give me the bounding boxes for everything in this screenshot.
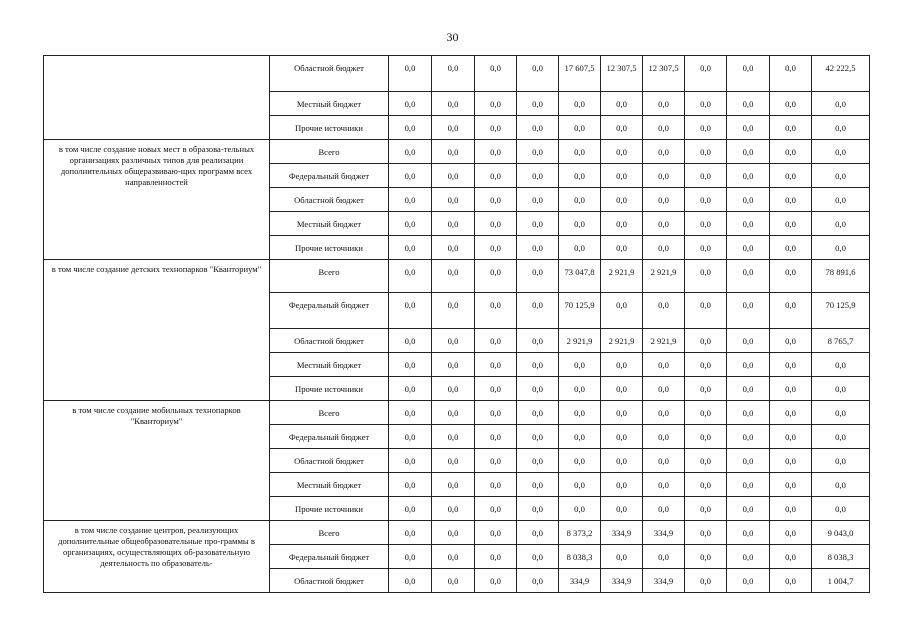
value-cell: 0,0 — [475, 545, 517, 569]
value-cell: 0,0 — [559, 377, 601, 401]
value-cell: 0,0 — [517, 236, 559, 260]
value-cell: 0,0 — [770, 164, 812, 188]
value-cell: 0,0 — [432, 521, 475, 545]
value-cell: 0,0 — [475, 164, 517, 188]
value-cell: 73 047,8 — [559, 260, 601, 293]
table-row — [44, 260, 870, 293]
value-cell: 0,0 — [475, 56, 517, 92]
value-cell: 0,0 — [770, 425, 812, 449]
funding-source: Местный бюджет — [270, 212, 389, 236]
value-cell: 0,0 — [601, 188, 643, 212]
value-cell: 0,0 — [685, 236, 727, 260]
row-description: в том числе создание детских технопарков "Кванториум" — [44, 260, 270, 401]
value-cell: 0,0 — [770, 545, 812, 569]
total-cell: 0,0 — [812, 140, 870, 164]
value-cell: 0,0 — [685, 473, 727, 497]
value-cell: 0,0 — [517, 473, 559, 497]
funding-source: Всего — [270, 140, 389, 164]
value-cell: 0,0 — [432, 497, 475, 521]
total-cell: 1 004,7 — [812, 569, 870, 593]
value-cell: 0,0 — [559, 116, 601, 140]
value-cell: 0,0 — [475, 188, 517, 212]
value-cell: 0,0 — [389, 116, 432, 140]
total-cell: 0,0 — [812, 164, 870, 188]
value-cell: 0,0 — [517, 425, 559, 449]
table-row — [44, 521, 870, 545]
value-cell: 0,0 — [601, 164, 643, 188]
value-cell: 334,9 — [601, 521, 643, 545]
total-cell: 42 222,5 — [812, 56, 870, 92]
value-cell: 0,0 — [727, 545, 770, 569]
value-cell: 0,0 — [517, 545, 559, 569]
total-cell: 0,0 — [812, 401, 870, 425]
value-cell: 0,0 — [432, 473, 475, 497]
value-cell: 0,0 — [475, 449, 517, 473]
value-cell: 0,0 — [389, 140, 432, 164]
value-cell: 0,0 — [432, 140, 475, 164]
value-cell: 0,0 — [601, 545, 643, 569]
value-cell: 17 607,5 — [559, 56, 601, 92]
value-cell: 0,0 — [559, 140, 601, 164]
value-cell: 0,0 — [517, 521, 559, 545]
value-cell: 0,0 — [517, 260, 559, 293]
value-cell: 0,0 — [475, 377, 517, 401]
total-cell: 70 125,9 — [812, 293, 870, 329]
value-cell: 0,0 — [685, 377, 727, 401]
value-cell: 0,0 — [727, 569, 770, 593]
value-cell: 0,0 — [643, 377, 685, 401]
value-cell: 0,0 — [475, 293, 517, 329]
value-cell: 0,0 — [727, 449, 770, 473]
value-cell: 0,0 — [475, 521, 517, 545]
value-cell: 0,0 — [643, 545, 685, 569]
table-body — [44, 56, 870, 593]
value-cell: 0,0 — [685, 56, 727, 92]
value-cell: 0,0 — [601, 140, 643, 164]
value-cell: 0,0 — [601, 236, 643, 260]
value-cell: 0,0 — [770, 353, 812, 377]
value-cell: 0,0 — [432, 425, 475, 449]
value-cell: 0,0 — [770, 212, 812, 236]
value-cell: 0,0 — [770, 521, 812, 545]
total-cell: 0,0 — [812, 449, 870, 473]
value-cell: 0,0 — [432, 449, 475, 473]
value-cell: 8 373,2 — [559, 521, 601, 545]
value-cell: 0,0 — [685, 497, 727, 521]
value-cell: 0,0 — [475, 401, 517, 425]
value-cell: 0,0 — [643, 92, 685, 116]
value-cell: 0,0 — [389, 92, 432, 116]
table-row — [44, 401, 870, 425]
funding-source: Областной бюджет — [270, 329, 389, 353]
value-cell: 0,0 — [389, 449, 432, 473]
value-cell: 0,0 — [727, 377, 770, 401]
value-cell: 0,0 — [475, 497, 517, 521]
value-cell: 0,0 — [601, 473, 643, 497]
value-cell: 0,0 — [727, 140, 770, 164]
value-cell: 0,0 — [770, 473, 812, 497]
value-cell: 0,0 — [685, 353, 727, 377]
value-cell: 0,0 — [432, 116, 475, 140]
value-cell: 0,0 — [389, 377, 432, 401]
value-cell: 0,0 — [770, 260, 812, 293]
total-cell: 0,0 — [812, 353, 870, 377]
value-cell: 0,0 — [517, 92, 559, 116]
value-cell: 0,0 — [432, 329, 475, 353]
funding-source: Федеральный бюджет — [270, 293, 389, 329]
value-cell: 0,0 — [770, 293, 812, 329]
value-cell: 12 307,5 — [601, 56, 643, 92]
value-cell: 2 921,9 — [643, 329, 685, 353]
value-cell: 0,0 — [727, 521, 770, 545]
value-cell: 0,0 — [685, 212, 727, 236]
value-cell: 0,0 — [475, 329, 517, 353]
value-cell: 0,0 — [559, 401, 601, 425]
value-cell: 0,0 — [770, 329, 812, 353]
value-cell: 0,0 — [475, 140, 517, 164]
total-cell: 0,0 — [812, 236, 870, 260]
funding-source: Областной бюджет — [270, 56, 389, 92]
value-cell: 0,0 — [559, 164, 601, 188]
value-cell: 0,0 — [389, 545, 432, 569]
value-cell: 0,0 — [727, 92, 770, 116]
value-cell: 0,0 — [727, 116, 770, 140]
value-cell: 0,0 — [517, 212, 559, 236]
value-cell: 0,0 — [432, 188, 475, 212]
value-cell: 0,0 — [685, 449, 727, 473]
value-cell: 0,0 — [517, 293, 559, 329]
table-row — [44, 140, 870, 164]
funding-source: Областной бюджет — [270, 449, 389, 473]
value-cell: 0,0 — [643, 188, 685, 212]
value-cell: 0,0 — [389, 425, 432, 449]
value-cell: 0,0 — [432, 164, 475, 188]
value-cell: 0,0 — [643, 140, 685, 164]
value-cell: 0,0 — [643, 497, 685, 521]
funding-source: Федеральный бюджет — [270, 164, 389, 188]
value-cell: 0,0 — [685, 164, 727, 188]
value-cell: 0,0 — [601, 353, 643, 377]
value-cell: 0,0 — [685, 521, 727, 545]
value-cell: 0,0 — [770, 377, 812, 401]
value-cell: 0,0 — [475, 425, 517, 449]
row-description: в том числе создание центров, реализующих дополнительные общеобразовательные про-граммы в организациях, осуществляющих об-разовательную деятельность по образователь- — [44, 521, 270, 593]
page-number: 30 — [446, 30, 459, 44]
value-cell: 0,0 — [685, 545, 727, 569]
value-cell: 0,0 — [601, 377, 643, 401]
value-cell: 0,0 — [727, 56, 770, 92]
value-cell: 0,0 — [432, 92, 475, 116]
value-cell: 0,0 — [601, 425, 643, 449]
value-cell: 8 038,3 — [559, 545, 601, 569]
total-cell: 0,0 — [812, 425, 870, 449]
value-cell: 0,0 — [517, 401, 559, 425]
value-cell: 0,0 — [432, 569, 475, 593]
value-cell: 0,0 — [727, 401, 770, 425]
value-cell: 0,0 — [685, 569, 727, 593]
value-cell: 0,0 — [643, 293, 685, 329]
value-cell: 0,0 — [517, 497, 559, 521]
value-cell: 0,0 — [770, 236, 812, 260]
value-cell: 0,0 — [389, 260, 432, 293]
value-cell: 0,0 — [517, 140, 559, 164]
funding-source: Прочие источники — [270, 116, 389, 140]
value-cell: 0,0 — [432, 545, 475, 569]
value-cell: 0,0 — [601, 449, 643, 473]
value-cell: 0,0 — [770, 56, 812, 92]
total-cell: 0,0 — [812, 377, 870, 401]
funding-source: Всего — [270, 521, 389, 545]
value-cell: 0,0 — [559, 353, 601, 377]
value-cell: 0,0 — [727, 353, 770, 377]
value-cell: 0,0 — [432, 212, 475, 236]
funding-source: Прочие источники — [270, 497, 389, 521]
value-cell: 2 921,9 — [643, 260, 685, 293]
value-cell: 0,0 — [770, 140, 812, 164]
value-cell: 0,0 — [601, 293, 643, 329]
total-cell: 0,0 — [812, 212, 870, 236]
value-cell: 0,0 — [389, 236, 432, 260]
value-cell: 0,0 — [559, 473, 601, 497]
value-cell: 334,9 — [559, 569, 601, 593]
value-cell: 0,0 — [389, 293, 432, 329]
value-cell: 0,0 — [727, 260, 770, 293]
value-cell: 0,0 — [770, 569, 812, 593]
value-cell: 0,0 — [685, 188, 727, 212]
value-cell: 0,0 — [685, 401, 727, 425]
value-cell: 0,0 — [559, 92, 601, 116]
value-cell: 0,0 — [475, 212, 517, 236]
value-cell: 0,0 — [685, 425, 727, 449]
value-cell: 0,0 — [389, 521, 432, 545]
value-cell: 0,0 — [517, 329, 559, 353]
value-cell: 0,0 — [770, 92, 812, 116]
value-cell: 0,0 — [389, 164, 432, 188]
value-cell: 0,0 — [559, 236, 601, 260]
funding-source: Местный бюджет — [270, 353, 389, 377]
value-cell: 0,0 — [643, 473, 685, 497]
value-cell: 0,0 — [770, 401, 812, 425]
value-cell: 0,0 — [517, 188, 559, 212]
value-cell: 0,0 — [475, 569, 517, 593]
value-cell: 0,0 — [643, 236, 685, 260]
value-cell: 0,0 — [601, 92, 643, 116]
total-cell: 0,0 — [812, 116, 870, 140]
value-cell: 0,0 — [517, 116, 559, 140]
value-cell: 0,0 — [389, 212, 432, 236]
value-cell: 0,0 — [517, 164, 559, 188]
value-cell: 0,0 — [643, 401, 685, 425]
value-cell: 0,0 — [432, 260, 475, 293]
value-cell: 0,0 — [389, 353, 432, 377]
value-cell: 0,0 — [389, 329, 432, 353]
total-cell: 78 891,6 — [812, 260, 870, 293]
value-cell: 0,0 — [389, 188, 432, 212]
value-cell: 0,0 — [432, 56, 475, 92]
value-cell: 0,0 — [389, 569, 432, 593]
value-cell: 0,0 — [475, 353, 517, 377]
value-cell: 0,0 — [475, 473, 517, 497]
value-cell: 0,0 — [643, 353, 685, 377]
value-cell: 0,0 — [517, 56, 559, 92]
value-cell: 0,0 — [559, 425, 601, 449]
value-cell: 0,0 — [727, 236, 770, 260]
value-cell: 0,0 — [559, 497, 601, 521]
value-cell: 0,0 — [475, 260, 517, 293]
value-cell: 0,0 — [559, 212, 601, 236]
value-cell: 0,0 — [517, 377, 559, 401]
value-cell: 0,0 — [517, 449, 559, 473]
funding-source: Прочие источники — [270, 377, 389, 401]
funding-source: Областной бюджет — [270, 188, 389, 212]
total-cell: 0,0 — [812, 473, 870, 497]
value-cell: 0,0 — [727, 329, 770, 353]
value-cell: 0,0 — [685, 293, 727, 329]
value-cell: 0,0 — [727, 425, 770, 449]
value-cell: 0,0 — [432, 293, 475, 329]
value-cell: 0,0 — [601, 401, 643, 425]
value-cell: 0,0 — [517, 569, 559, 593]
value-cell: 0,0 — [727, 164, 770, 188]
value-cell: 0,0 — [475, 92, 517, 116]
funding-source: Федеральный бюджет — [270, 545, 389, 569]
value-cell: 0,0 — [727, 212, 770, 236]
value-cell: 12 307,5 — [643, 56, 685, 92]
total-cell: 0,0 — [812, 92, 870, 116]
value-cell: 0,0 — [643, 425, 685, 449]
total-cell: 8 038,3 — [812, 545, 870, 569]
row-description: в том числе создание мобильных технопарков "Кванториум" — [44, 401, 270, 521]
value-cell: 0,0 — [432, 377, 475, 401]
value-cell: 2 921,9 — [601, 329, 643, 353]
funding-source: Всего — [270, 260, 389, 293]
total-cell: 9 043,0 — [812, 521, 870, 545]
value-cell: 0,0 — [770, 188, 812, 212]
value-cell: 0,0 — [432, 236, 475, 260]
value-cell: 0,0 — [685, 92, 727, 116]
funding-source: Местный бюджет — [270, 473, 389, 497]
value-cell: 0,0 — [601, 212, 643, 236]
value-cell: 0,0 — [643, 212, 685, 236]
value-cell: 0,0 — [727, 188, 770, 212]
row-description: в том числе создание новых мест в образова-тельных организациях различных типов для реализации дополнительных общеразвиваю-щих программ всех направленностей — [44, 140, 270, 260]
total-cell: 0,0 — [812, 188, 870, 212]
total-cell: 0,0 — [812, 497, 870, 521]
value-cell: 0,0 — [727, 293, 770, 329]
value-cell: 0,0 — [601, 116, 643, 140]
value-cell: 0,0 — [389, 473, 432, 497]
table-row — [44, 56, 870, 92]
value-cell: 0,0 — [643, 449, 685, 473]
value-cell: 0,0 — [475, 116, 517, 140]
value-cell: 0,0 — [685, 116, 727, 140]
value-cell: 0,0 — [559, 449, 601, 473]
row-description — [44, 56, 270, 140]
value-cell: 0,0 — [727, 473, 770, 497]
value-cell: 0,0 — [389, 401, 432, 425]
value-cell: 0,0 — [770, 497, 812, 521]
value-cell: 0,0 — [432, 353, 475, 377]
value-cell: 0,0 — [517, 353, 559, 377]
funding-source: Прочие источники — [270, 236, 389, 260]
value-cell: 0,0 — [770, 449, 812, 473]
value-cell: 334,9 — [601, 569, 643, 593]
value-cell: 0,0 — [643, 164, 685, 188]
value-cell: 0,0 — [685, 140, 727, 164]
value-cell: 0,0 — [601, 497, 643, 521]
funding-source: Местный бюджет — [270, 92, 389, 116]
value-cell: 70 125,9 — [559, 293, 601, 329]
value-cell: 334,9 — [643, 521, 685, 545]
value-cell: 0,0 — [685, 260, 727, 293]
value-cell: 0,0 — [475, 236, 517, 260]
value-cell: 0,0 — [432, 401, 475, 425]
value-cell: 2 921,9 — [559, 329, 601, 353]
value-cell: 0,0 — [727, 497, 770, 521]
value-cell: 0,0 — [770, 116, 812, 140]
value-cell: 0,0 — [559, 188, 601, 212]
funding-source: Всего — [270, 401, 389, 425]
value-cell: 0,0 — [389, 497, 432, 521]
value-cell: 0,0 — [643, 116, 685, 140]
value-cell: 0,0 — [685, 329, 727, 353]
total-cell: 8 765,7 — [812, 329, 870, 353]
funding-source: Федеральный бюджет — [270, 425, 389, 449]
value-cell: 334,9 — [643, 569, 685, 593]
budget-table — [43, 55, 870, 593]
value-cell: 2 921,9 — [601, 260, 643, 293]
funding-source: Областной бюджет — [270, 569, 389, 593]
value-cell: 0,0 — [389, 56, 432, 92]
